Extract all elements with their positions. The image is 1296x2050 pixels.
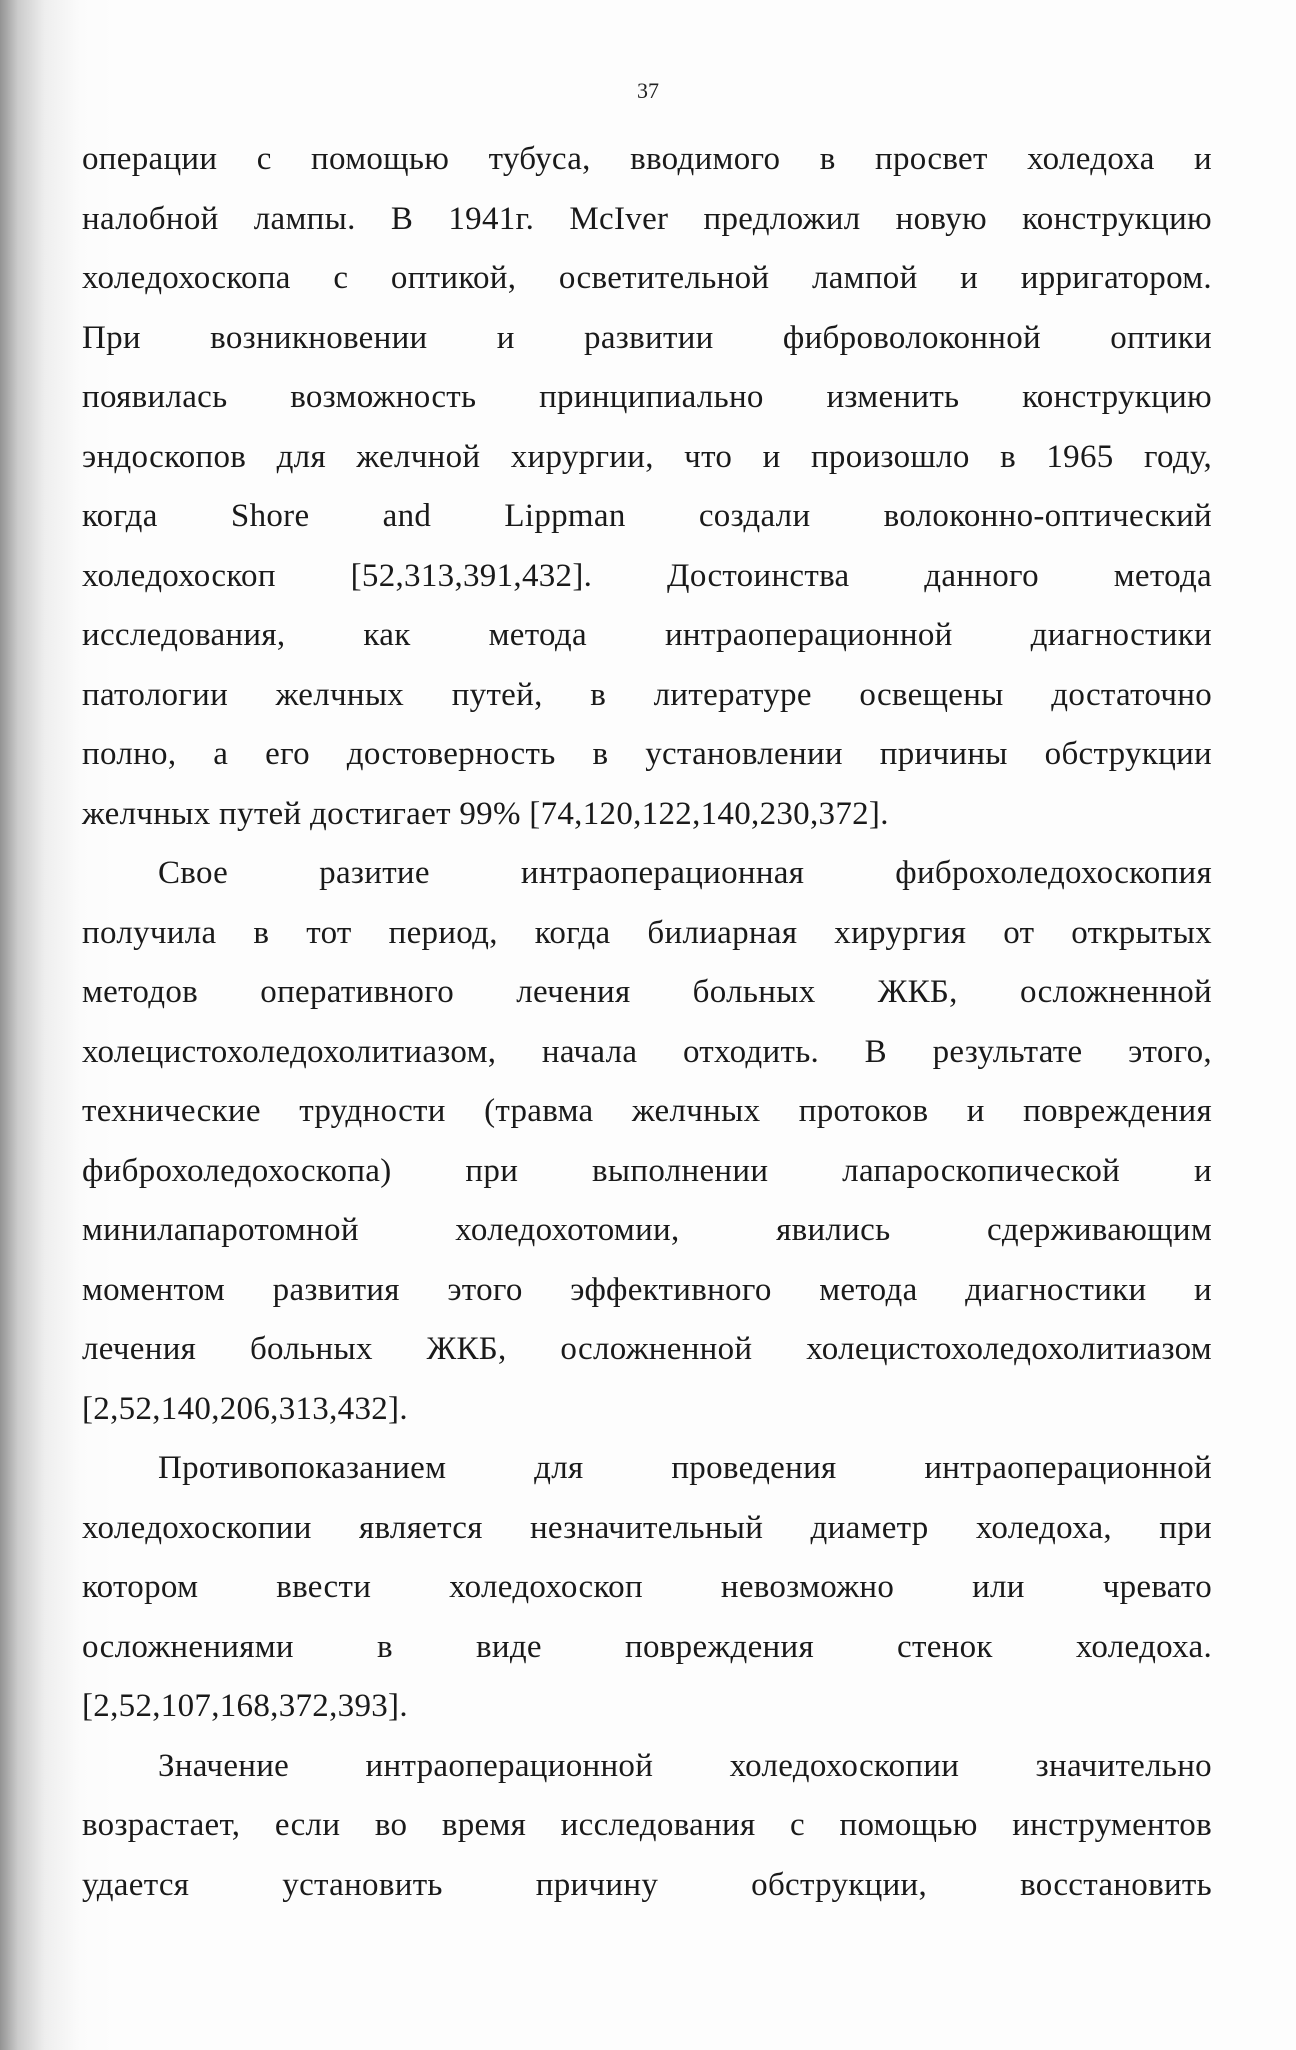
text-line: [2,52,140,206,313,432]. — [82, 1390, 408, 1427]
page-number: 37 — [637, 78, 659, 103]
text-line: возрастает, если во время исследования с помощью инструментов — [82, 1807, 1212, 1843]
text-line: получила в тот период, когда билиарная хирургия от открытых — [82, 914, 1212, 951]
text-line: появилась возможность принципиально изменить конструкцию — [82, 379, 1212, 415]
text-line: [2,52,107,168,372,393]. — [82, 1688, 408, 1724]
text-line: технические трудности (травма желчных протоков и повреждения — [82, 1093, 1212, 1129]
text-line: фиброхоледохоскопа) при выполнении лапароскопической и — [82, 1152, 1212, 1189]
text-line: холедохоскоп [52,313,391,432]. Достоинства данного метода — [82, 557, 1212, 594]
text-line: операции с помощью тубуса, вводимого в просвет холедоха и — [82, 141, 1212, 177]
text-line: эндоскопов для желчной хирургии, что и произошло в 1965 году, — [82, 438, 1212, 475]
text-line: котором ввести холедохоскоп невозможно или чревато — [82, 1569, 1212, 1605]
text-line: Значение интраоперационной холедохоскопии значительно — [158, 1747, 1212, 1784]
text-line: желчных путей достигает 99% [74,120,122,140,230,372]. — [82, 795, 889, 832]
text-line: холедохоскопа с оптикой, осветительной лампой и ирригатором. — [82, 260, 1212, 296]
text-line: налобной лампы. В 1941г. McIver предложил новую конструкцию — [82, 200, 1212, 237]
text-line: удается установить причину обструкции, восстановить — [82, 1866, 1212, 1903]
text-line: осложнениями в виде повреждения стенок холедоха. — [82, 1628, 1212, 1665]
text-line: лечения больных ЖКБ, осложненной холецистохоледохолитиазом — [82, 1331, 1212, 1367]
paragraph — [82, 1737, 1212, 1916]
text-line: патологии желчных путей, в литературе освещены достаточно — [82, 676, 1212, 713]
text-line: Противопоказанием для проведения интраоперационной — [158, 1450, 1212, 1486]
text-line: полно, а его достоверность в установлении причины обструкции — [82, 736, 1212, 772]
text-line: холецистохоледохолитиазом, начала отходить. В результате этого, — [82, 1033, 1212, 1070]
document-body — [82, 130, 1212, 1915]
text-line: холедохоскопии является незначительный диаметр холедоха, при — [82, 1509, 1212, 1546]
text-line: когда Shore and Lippman создали волоконно-оптический — [82, 498, 1212, 534]
text-line: Свое разитие интраоперационная фиброхоледохоскопия — [158, 855, 1212, 891]
paragraph — [82, 844, 1212, 1439]
text-line: При возникновении и развитии фиброволоконной оптики — [82, 319, 1212, 356]
text-line: минилапаротомной холедохотомии, явились сдерживающим — [82, 1212, 1212, 1248]
paragraph — [82, 130, 1212, 844]
text-line: моментом развития этого эффективного метода диагностики и — [82, 1271, 1212, 1308]
text-line: методов оперативного лечения больных ЖКБ, осложненной — [82, 974, 1212, 1010]
text-line: исследования, как метода интраоперационной диагностики — [82, 617, 1212, 653]
paragraph — [82, 1439, 1212, 1737]
